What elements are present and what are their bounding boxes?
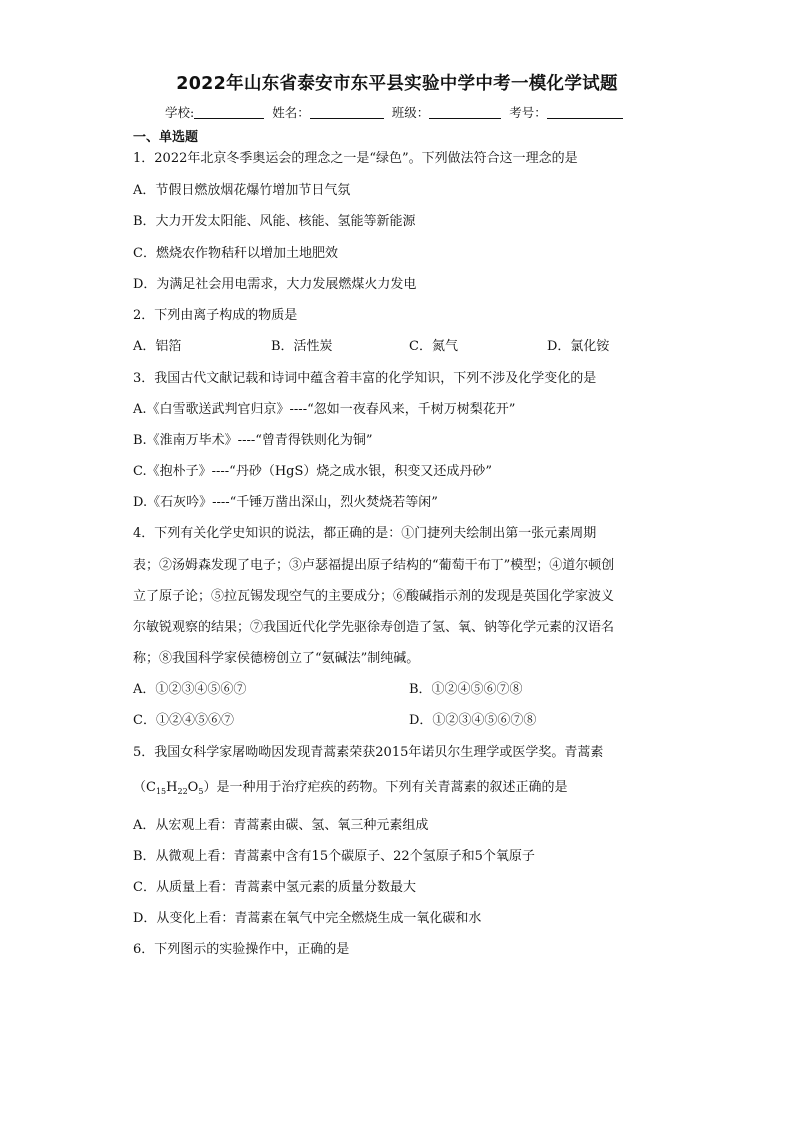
- name-label: 姓名：: [272, 105, 310, 120]
- question-4-line-4: 尔敏锐观察的结果；⑦我国近代化学先驱徐寿创造了氢、氧、钠等化学元素的汉语名: [133, 620, 615, 635]
- question-1-option-b: B．大力开发太阳能、风能、核能、氢能等新能源: [133, 214, 416, 229]
- question-5-line-2: [133, 780, 567, 796]
- question-2-option-b: B．活性炭: [271, 339, 333, 354]
- formula-sub-hydrogen: 22: [177, 787, 188, 796]
- page-title: 2022年山东省泰安市东平县实验中学中考一模化学试题: [176, 74, 618, 94]
- school-blank[interactable]: [194, 106, 264, 119]
- class-label: 班级：: [391, 105, 430, 120]
- question-4-option-a: A．①②③④⑤⑥⑦: [133, 682, 247, 697]
- question-5-option-b: B．从微观上看：青蒿素中含有15个碳原子、22个氢原子和5个氧原子: [133, 849, 535, 864]
- question-4-option-d: D．①②③④⑤⑥⑦⑧: [409, 713, 537, 728]
- question-6-stem: 6．下列图示的实验操作中，正确的是: [133, 942, 350, 957]
- question-3-option-d: D.《石灰吟》----“千锤万凿出深山，烈火焚烧若等闲”: [133, 495, 438, 510]
- number-label: 考号：: [509, 105, 547, 120]
- question-4-option-c: C．①②④⑤⑥⑦: [133, 713, 234, 728]
- question-5-option-d: D．从变化上看：青蒿素在氧气中完全燃烧生成一氧化碳和水: [133, 911, 482, 926]
- question-3-option-c: C.《抱朴子》----“丹砂（HgS）烧之成水银，积变又还成丹砂”: [133, 464, 493, 479]
- question-2-stem: 2．下列由离子构成的物质是: [133, 308, 298, 323]
- question-5-option-a: A．从宏观上看：青蒿素由碳、氢、氧三种元素组成: [133, 818, 429, 833]
- question-1-option-d: D．为满足社会用电需求，大力发展燃煤火力发电: [133, 277, 417, 292]
- school-label: 学校:: [165, 105, 195, 120]
- formula-sub-carbon: 15: [155, 787, 167, 796]
- formula-hydrogen: H: [166, 780, 178, 795]
- question-5-option-c: C．从质量上看：青蒿素中氢元素的质量分数最大: [133, 880, 416, 895]
- class-blank[interactable]: [429, 106, 501, 119]
- question-3-option-b: B.《淮南万毕术》----“曾青得铁则化为铜”: [133, 433, 373, 448]
- question-2-option-d: D．氯化铵: [547, 339, 610, 354]
- question-2-option-a: A．铝箔: [133, 339, 182, 354]
- question-1-option-c: C．燃烧农作物秸秆以增加土地肥效: [133, 246, 338, 261]
- question-4-line-2: 表；②汤姆森发现了电子；③卢瑟福提出原子结构的“葡萄干布丁”模型；④道尔顿创: [133, 558, 615, 573]
- question-5-line-1: 5．我国女科学家屠呦呦因发现青蒿素荣获2015年诺贝尔生理学或医学奖。青蒿素: [133, 745, 604, 760]
- question-4-line-5: 称；⑧我国科学家侯德榜创立了“氨碱法”制纯碱。: [133, 651, 420, 666]
- question-1-option-a: A．节假日燃放烟花爆竹增加节日气氛: [133, 183, 351, 198]
- question-4-line-3: 立了原子论；⑤拉瓦锡发现空气的主要成分；⑥酸碱指示剂的发现是英国化学家波义: [133, 589, 615, 604]
- question-2-option-c: C．氮气: [409, 339, 458, 354]
- question-3-stem: 3．我国古代文献记载和诗词中蕴含着丰富的化学知识，下列不涉及化学变化的是: [133, 371, 597, 386]
- question-4-line-1: 4．下列有关化学史知识的说法，都正确的是：①门捷列夫绘制出第一张元素周期: [133, 526, 597, 541]
- question-4-option-b: B．①②④⑤⑥⑦⑧: [409, 682, 523, 697]
- formula-sub-oxygen: 5: [198, 787, 204, 796]
- number-blank[interactable]: [547, 106, 623, 119]
- formula-oxygen: O: [187, 780, 199, 795]
- question-1-stem: 1．2022年北京冬季奥运会的理念之一是“绿色”。下列做法符合这一理念的是: [133, 151, 578, 166]
- question-5-line-2-rest: ）是一种用于治疗疟疾的药物。下列有关青蒿素的叙述正确的是: [203, 780, 568, 795]
- formula-open: （C: [133, 780, 156, 795]
- name-blank[interactable]: [310, 106, 384, 119]
- question-3-option-a: A.《白雪歌送武判官归京》----“忽如一夜春风来，千树万树梨花开”: [133, 402, 516, 417]
- section-heading: 一、单选题: [133, 130, 199, 145]
- student-info-row: [165, 103, 627, 121]
